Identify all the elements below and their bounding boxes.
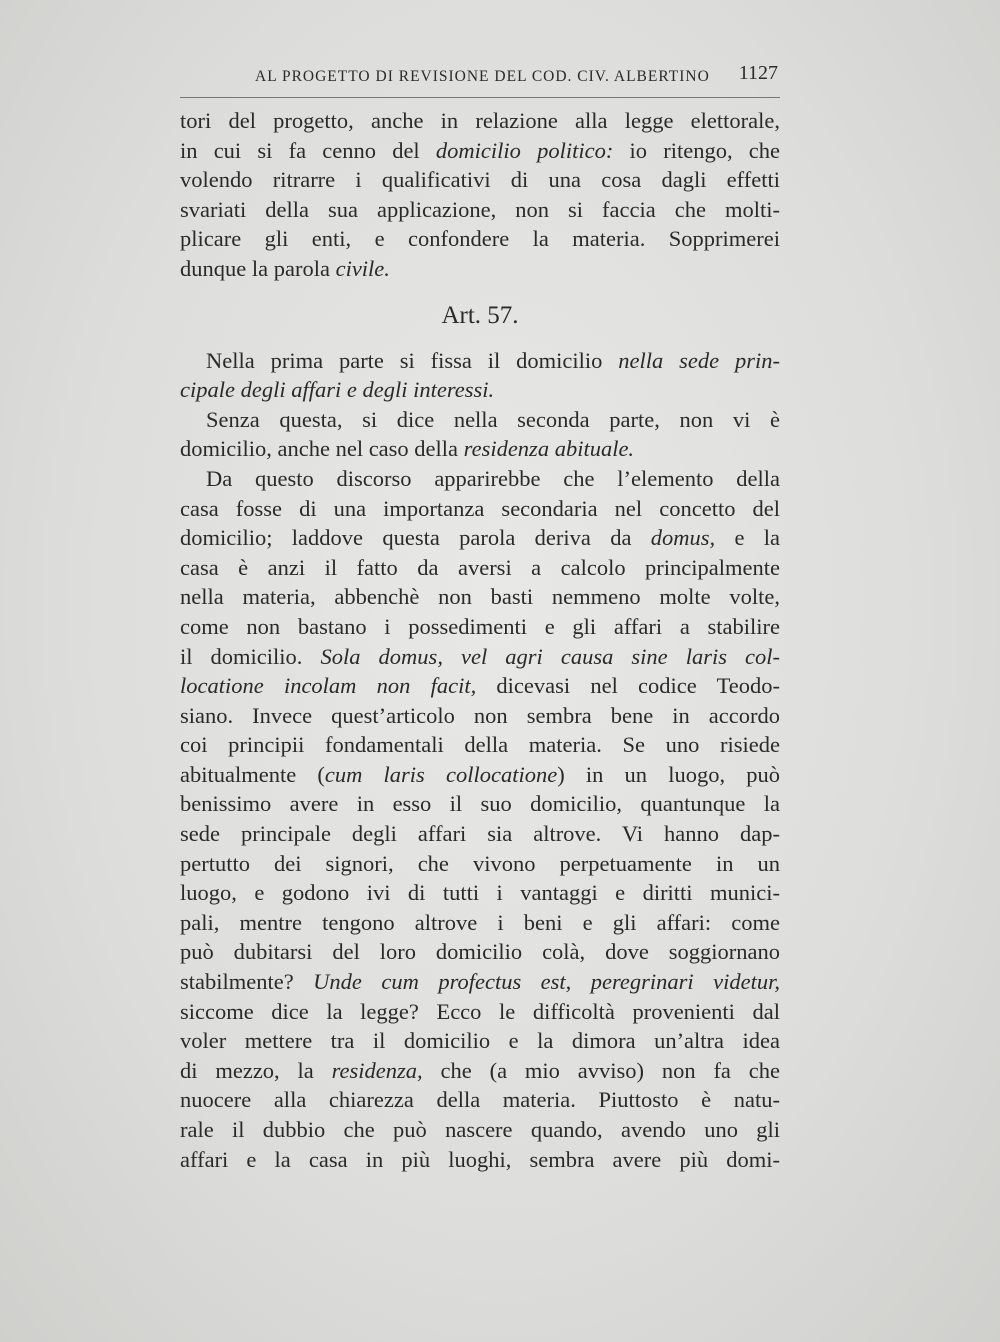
text-line xyxy=(180,1056,780,1086)
text-segment: abitualmente ( xyxy=(180,761,325,787)
italic-text: Unde cum profectus est, peregrinari videtur, xyxy=(313,969,780,995)
text-segment: sede principale degli affari sia altrove. Vi hanno dap- xyxy=(180,821,780,847)
text-segment: affari e la casa in più luoghi, sembra avere più domi- xyxy=(180,1146,780,1172)
text-segment: può dubitarsi del loro domicilio colà, dove soggiornano xyxy=(180,939,780,965)
text-line xyxy=(180,553,780,583)
text-line xyxy=(180,106,780,136)
text-line xyxy=(180,1026,780,1056)
text-line xyxy=(180,1085,780,1115)
text-segment: ) in un luogo, può xyxy=(557,761,780,787)
italic-text: locatione incolam non facit, xyxy=(180,673,477,699)
text-line xyxy=(180,405,780,435)
text-segment: voler mettere tra il domicilio e la dimora un’altra idea xyxy=(180,1028,780,1054)
text-segment: come non bastano i possedimenti e gli affari a stabilire xyxy=(180,613,780,639)
text-segment: casa è anzi il fatto da aversi a calcolo principalmente xyxy=(180,554,780,580)
running-head xyxy=(180,62,780,90)
text-segment: pali, mentre tengono altrove i beni e gli affari: come xyxy=(180,909,780,935)
text-segment: domicilio, anche nel caso della xyxy=(180,436,464,462)
text-line xyxy=(180,582,780,612)
text-line xyxy=(180,789,780,819)
text-segment: siano. Invece quest’articolo non sembra bene in accordo xyxy=(180,702,780,728)
body-text xyxy=(180,106,780,1174)
text-segment: benissimo avere in esso il suo domicilio, quantunque la xyxy=(180,791,780,817)
text-line xyxy=(180,997,780,1027)
text-segment: coi principii fondamentali della materia. Se uno risiede xyxy=(180,732,780,758)
text-line xyxy=(180,937,780,967)
text-line xyxy=(180,1145,780,1175)
text-line xyxy=(180,346,780,376)
text-line xyxy=(180,254,780,284)
text-segment: dunque la parola xyxy=(180,255,336,281)
text-segment: pertutto dei signori, che vivono perpetuamente in un xyxy=(180,850,780,876)
page-number: 1127 xyxy=(738,62,778,84)
text-line xyxy=(180,165,780,195)
text-segment: nuocere alla chiarezza della materia. Piuttosto è natu- xyxy=(180,1087,780,1113)
italic-text: cum laris collocatione xyxy=(324,761,558,787)
text-segment: casa fosse di una importanza secondaria nel concetto del xyxy=(180,495,780,521)
text-segment: e la xyxy=(715,525,780,551)
italic-text: nella sede prin- xyxy=(618,347,780,373)
text-line xyxy=(180,671,780,701)
text-segment: che (a mio avviso) non fa che xyxy=(422,1057,780,1083)
text-line xyxy=(180,849,780,879)
text-line xyxy=(180,1115,780,1145)
text-line xyxy=(180,908,780,938)
text-segment: Senza questa, si dice nella seconda parte, non vi è xyxy=(206,406,780,432)
text-segment: volendo ritrarre i qualificativi di una cosa dagli effetti xyxy=(180,167,780,193)
text-segment: svariati della sua applicazione, non si faccia che molti- xyxy=(180,196,780,222)
italic-text: civile. xyxy=(335,255,390,281)
text-segment: stabilmente? xyxy=(180,969,314,995)
text-line xyxy=(180,434,780,464)
text-line xyxy=(180,967,780,997)
article-heading: Art. 57. xyxy=(441,301,519,329)
text-segment: Nella prima parte si fissa il domicilio xyxy=(206,347,619,373)
text-segment: domicilio; laddove questa parola deriva da xyxy=(180,525,651,551)
text-line xyxy=(180,464,780,494)
text-segment: plicare gli enti, e confondere la materia. Sopprimerei xyxy=(180,226,780,252)
text-segment: siccome dice la legge? Ecco le difficoltà provenienti dal xyxy=(180,998,780,1024)
text-segment: il domicilio. xyxy=(180,643,321,669)
text-segment: di mezzo, la xyxy=(180,1057,332,1083)
text-segment: Da questo discorso apparirebbe che l’elemento della xyxy=(206,465,780,491)
text-line xyxy=(180,760,780,790)
text-line xyxy=(180,819,780,849)
text-segment: io ritengo, che xyxy=(613,137,781,163)
text-segment: dicevasi nel codice Teodo- xyxy=(476,673,780,699)
text-segment: in cui si fa cenno del xyxy=(180,137,436,163)
text-line xyxy=(180,494,780,524)
header-rule xyxy=(180,97,780,98)
running-title: AL PROGETTO DI REVISIONE DEL COD. CIV. ALBERTINO xyxy=(255,68,710,85)
text-line xyxy=(180,701,780,731)
italic-text: cipale degli affari e degli interessi. xyxy=(180,377,495,403)
text-line xyxy=(180,375,780,405)
text-segment: tori del progetto, anche in relazione alla legge elettorale, xyxy=(180,108,780,133)
italic-text: residenza, xyxy=(331,1057,423,1083)
text-line xyxy=(180,878,780,908)
text-segment: luogo, e godono ivi di tutti i vantaggi e diritti munici- xyxy=(180,880,780,906)
text-line xyxy=(180,730,780,760)
italic-text: domus, xyxy=(650,525,716,551)
italic-text: residenza abituale. xyxy=(463,436,635,462)
text-line xyxy=(180,136,780,166)
italic-text: domicilio politico: xyxy=(435,137,614,163)
text-segment: nella materia, abbenchè non basti nemmeno molte volte, xyxy=(180,584,780,610)
text-segment: rale il dubbio che può nascere quando, avendo uno gli xyxy=(180,1117,780,1142)
text-line xyxy=(180,642,780,672)
text-line xyxy=(180,224,780,254)
text-line xyxy=(180,195,780,225)
italic-text: Sola domus, vel agri causa sine laris col- xyxy=(320,643,780,669)
text-line xyxy=(180,523,780,553)
text-line xyxy=(180,612,780,642)
